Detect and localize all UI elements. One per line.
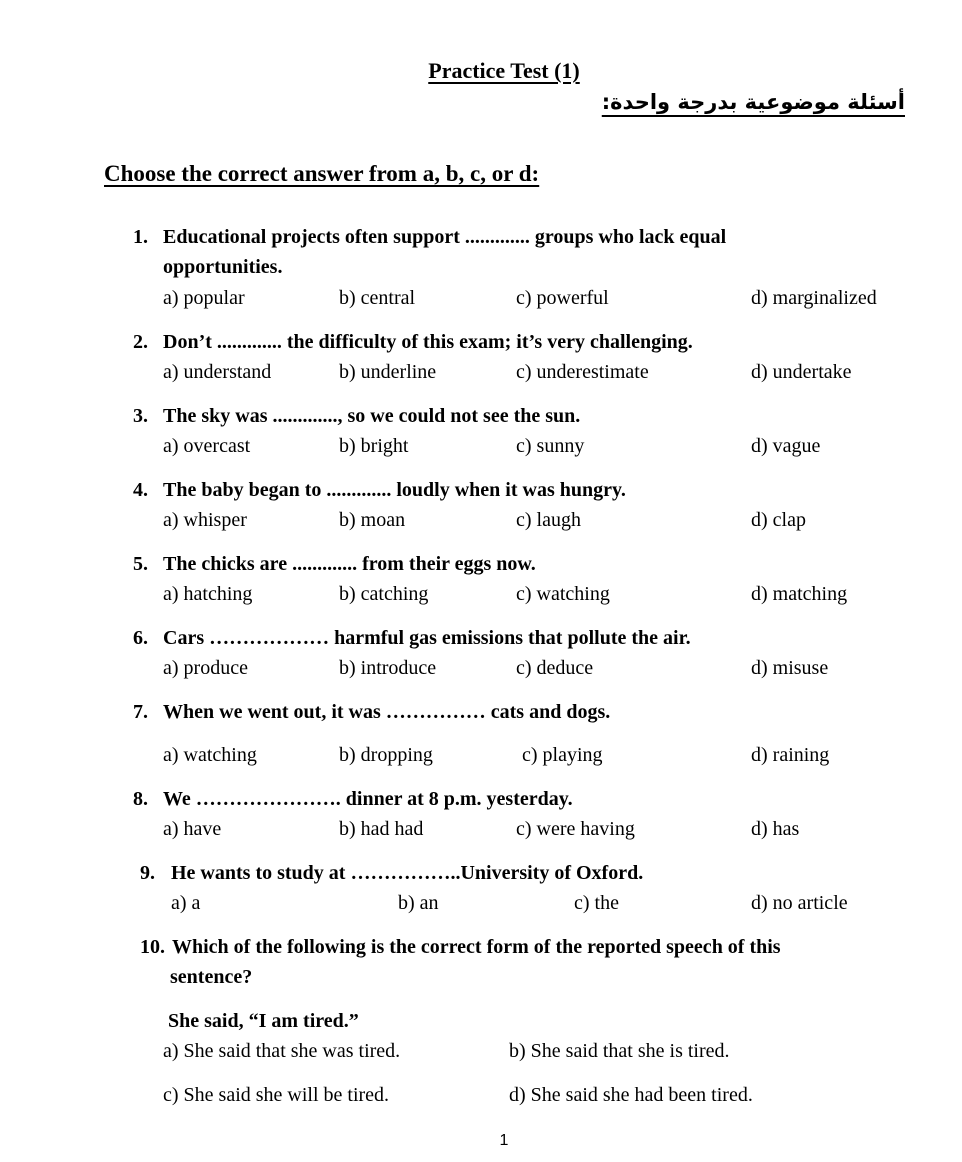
option-a: a) hatching — [163, 583, 253, 605]
arabic-subtitle: أسئلة موضوعية بدرجة واحدة: — [601, 90, 905, 114]
option-b: b) central — [339, 287, 416, 309]
option-a: a) whisper — [163, 509, 247, 531]
option-b: b) catching — [339, 583, 429, 605]
option-b: b) an — [398, 892, 439, 914]
option-a: a) have — [163, 818, 222, 840]
option-d: d) vague — [751, 435, 821, 457]
option-a: a) produce — [163, 657, 248, 679]
option-d: d) matching — [751, 583, 848, 605]
option-c: c) watching — [516, 583, 610, 605]
question-number: 10. — [140, 936, 165, 958]
question-text: The sky was ............., so we could not see the sun. — [163, 405, 581, 427]
question-text: Educational projects often support ............. groups who lack equal — [163, 226, 727, 248]
option-b: b) underline — [339, 361, 437, 383]
question-number: 6. — [133, 627, 148, 649]
option-c: c) She said she will be tired. — [163, 1084, 390, 1106]
option-c: c) powerful — [516, 287, 609, 309]
option-d: d) misuse — [751, 657, 829, 679]
option-b: b) bright — [339, 435, 409, 457]
option-b: b) moan — [339, 509, 406, 531]
option-b: b) She said that she is tired. — [509, 1040, 730, 1062]
option-d: d) marginalized — [751, 287, 877, 309]
option-a: a) She said that she was tired. — [163, 1040, 401, 1062]
question-number: 9. — [140, 862, 155, 884]
question-number: 3. — [133, 405, 148, 427]
question-text-continued: opportunities. — [163, 256, 283, 278]
option-a: a) overcast — [163, 435, 251, 457]
question-text: Which of the following is the correct form of the reported speech of this — [172, 936, 781, 958]
option-a: a) popular — [163, 287, 245, 309]
option-b: b) had had — [339, 818, 424, 840]
option-d: d) She said she had been tired. — [509, 1084, 753, 1106]
option-a: a) understand — [163, 361, 272, 383]
option-d: d) no article — [751, 892, 848, 914]
quoted-sentence: She said, “I am tired.” — [168, 1010, 359, 1032]
option-d: d) undertake — [751, 361, 852, 383]
option-b: b) dropping — [339, 744, 433, 766]
question-text: Don’t ............. the difficulty of this exam; it’s very challenging. — [163, 331, 693, 353]
option-d: d) raining — [751, 744, 830, 766]
question-text: When we went out, it was …………… cats and dogs. — [163, 701, 611, 723]
question-number: 7. — [133, 701, 148, 723]
option-a: a) watching — [163, 744, 257, 766]
option-d: d) clap — [751, 509, 806, 531]
question-text: We …………………. dinner at 8 p.m. yesterday. — [163, 788, 573, 810]
option-c: c) laugh — [516, 509, 581, 531]
question-text: He wants to study at ……………..University of Oxford. — [171, 862, 644, 884]
question-number: 5. — [133, 553, 148, 575]
question-number: 4. — [133, 479, 148, 501]
option-c: c) underestimate — [516, 361, 649, 383]
option-c: c) playing — [522, 744, 603, 766]
option-c: c) deduce — [516, 657, 594, 679]
question-text: The chicks are ............. from their eggs now. — [163, 553, 536, 575]
question-text: The baby began to ............. loudly when it was hungry. — [163, 479, 626, 501]
option-c: c) the — [574, 892, 619, 914]
option-c: c) were having — [516, 818, 635, 840]
question-text-continued: sentence? — [170, 966, 253, 988]
page-number: 1 — [499, 1132, 509, 1149]
question-text: Cars ……………… harmful gas emissions that pollute the air. — [163, 627, 691, 649]
option-c: c) sunny — [516, 435, 585, 457]
instruction-heading: Choose the correct answer from a, b, c, or d: — [104, 161, 540, 186]
option-d: d) has — [751, 818, 800, 840]
option-b: b) introduce — [339, 657, 437, 679]
question-number: 2. — [133, 331, 148, 353]
question-number: 8. — [133, 788, 148, 810]
page-title: Practice Test (1) — [428, 58, 580, 83]
option-a: a) a — [171, 892, 201, 914]
question-number: 1. — [133, 226, 148, 248]
